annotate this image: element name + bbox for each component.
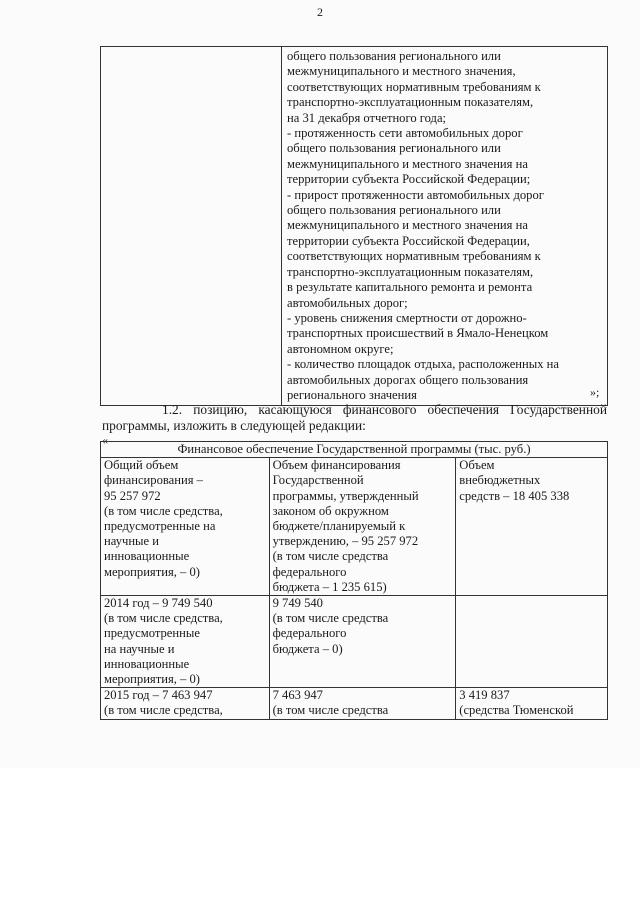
indicator-line: территории субъекта Российской Федерации, [287, 233, 530, 248]
cell-line: инновационные [104, 656, 190, 671]
financing-table [100, 441, 608, 720]
cell-line: бюджета – 0) [272, 641, 343, 656]
cell-line: Объем [459, 458, 495, 473]
indicator-line: межмуниципального и местного значения, [287, 64, 516, 79]
cell-line: бюджете/планируемый к [272, 519, 406, 534]
indicator-line: на 31 декабря отчетного года; [287, 110, 447, 125]
cell-line: на научные и [104, 641, 175, 656]
cell-line: 2015 год – 7 463 947 [104, 688, 213, 703]
cell-line: (в том числе средства [272, 703, 389, 718]
cell-line: 7 463 947 [272, 688, 323, 703]
cell-line: федерального [272, 564, 347, 579]
opening-quote: « [102, 433, 108, 447]
indicator-line: автомобильных дорогах общего пользования [287, 372, 529, 387]
cell-line: бюджета – 1 235 615) [272, 579, 387, 594]
cell-line: (в том числе средства [272, 611, 389, 626]
cell-line: 95 257 972 [104, 488, 161, 503]
cell-line: средств – 18 405 338 [459, 488, 570, 503]
table-cell [101, 458, 270, 596]
cell-line: предусмотренные [104, 626, 200, 641]
cell-line: 9 749 540 [272, 596, 323, 611]
indicator-line: общего пользования регионального или [287, 203, 501, 218]
indicators-empty-cell [101, 47, 282, 406]
indicator-line: общего пользования регионального или [287, 49, 501, 63]
table-cell [101, 596, 270, 688]
cell-line: инновационные [104, 549, 190, 564]
cell-line: программы, утвержденный [272, 488, 419, 503]
indicator-line: межмуниципального и местного значения на [287, 218, 528, 233]
table-row [101, 458, 608, 596]
cell-line: научные и [104, 534, 159, 549]
indicator-line: регионального значения [287, 387, 417, 402]
cell-line: внебюджетных [459, 473, 541, 488]
indicator-line: - протяженность сети автомобильных дорог [287, 126, 523, 141]
indicator-line: транспортных происшествий в Ямало-Ненецком [287, 326, 549, 341]
indicators-table [100, 46, 608, 406]
table-cell [456, 458, 608, 596]
indicator-line: транспортно-эксплуатационным показателям, [287, 95, 534, 110]
page-bottom-margin [0, 768, 640, 905]
cell-line: Объем финансирования [272, 458, 401, 473]
cell-line: финансирования – [104, 473, 203, 488]
table-cell [269, 458, 456, 596]
financing-table-header: Финансовое обеспечение Государственной программы (тыс. руб.) [101, 442, 608, 458]
cell-line: мероприятия, – 0) [104, 672, 200, 687]
paragraph-line: 1.2. позицию, касающуюся финансового обеспечения Государственной [162, 402, 607, 417]
table-cell [269, 596, 456, 688]
indicator-line: автономном округе; [287, 341, 394, 356]
indicators-list-cell [282, 47, 608, 406]
indicator-line: - прирост протяженности автомобильных дорог [287, 187, 544, 202]
cell-line: утверждению, – 95 257 972 [272, 534, 419, 549]
cell-line: (в том числе средства, [104, 703, 223, 718]
indicator-line: транспортно-эксплуатационным показателям, [287, 264, 534, 279]
indicator-line: соответствующих нормативным требованиям к [287, 249, 541, 264]
table-row [101, 596, 608, 688]
indicator-line: автомобильных дорог; [287, 295, 408, 310]
closing-quote: »; [590, 385, 600, 399]
indicator-line: общего пользования регионального или [287, 141, 501, 156]
cell-line: 3 419 837 [459, 688, 510, 703]
paragraph-line: программы, изложить в следующей редакции: [102, 418, 366, 433]
cell-line: Общий объем [104, 458, 179, 473]
indicator-line: - уровень снижения смертности от дорожно- [287, 310, 527, 325]
cell-line: законом об окружном [272, 503, 389, 518]
table-cell [101, 688, 270, 719]
cell-line: (в том числе средства, [104, 503, 223, 518]
indicator-line: межмуниципального и местного значения на [287, 156, 528, 171]
table-cell [269, 688, 456, 719]
table-cell [456, 596, 608, 688]
cell-line: Государственной [272, 473, 364, 488]
indicator-line: - количество площадок отдыха, расположенных на [287, 357, 560, 372]
indicator-line: в результате капитального ремонта и ремонта [287, 280, 533, 295]
cell-line: (в том числе средства [272, 549, 389, 564]
cell-line: предусмотренные на [104, 519, 216, 534]
indicator-line: территории субъекта Российской Федерации; [287, 172, 531, 187]
amendment-paragraph [102, 402, 607, 434]
table-row [101, 688, 608, 719]
cell-line: (средства Тюменской [459, 703, 574, 718]
table-cell [456, 688, 608, 719]
cell-line: (в том числе средства, [104, 611, 223, 626]
page-number: 2 [317, 5, 323, 19]
cell-line: федерального [272, 626, 347, 641]
indicator-line: соответствующих нормативным требованиям к [287, 79, 541, 94]
cell-line: мероприятия, – 0) [104, 564, 200, 579]
cell-line: 2014 год – 9 749 540 [104, 596, 213, 611]
